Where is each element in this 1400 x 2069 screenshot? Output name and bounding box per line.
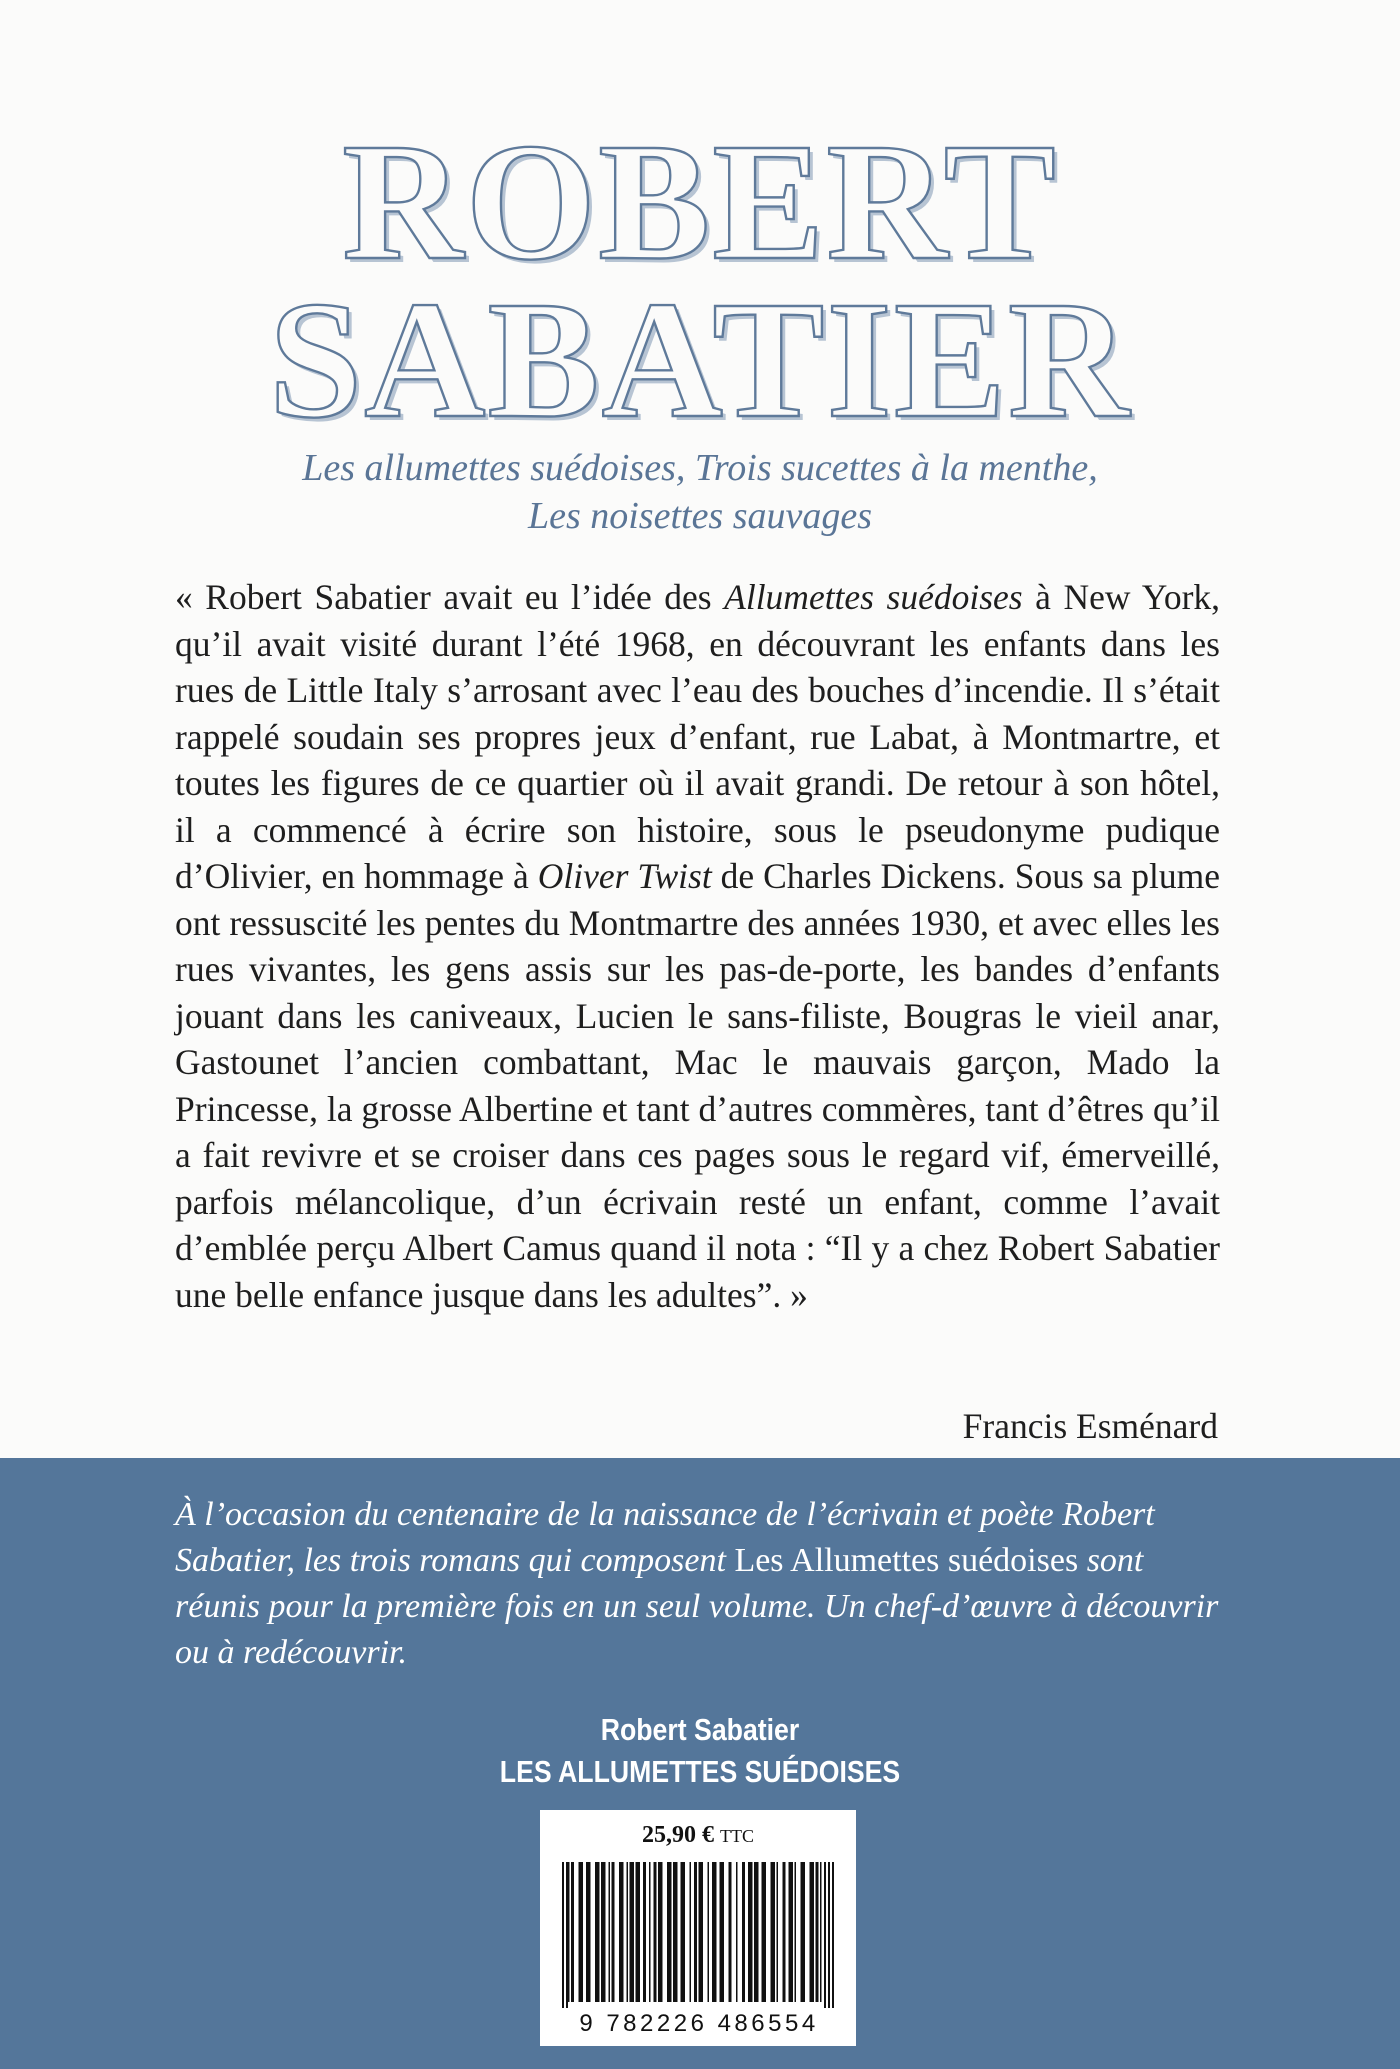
quote-italic-1: Allumettes suédoises bbox=[724, 577, 1023, 617]
barcode-bar bbox=[777, 1862, 779, 2002]
barcode-bar bbox=[754, 1862, 759, 2002]
publication-author: Robert Sabatier bbox=[600, 1712, 800, 1747]
subtitle-line1: Les allumettes suédoises, Trois sucettes à la menthe, bbox=[302, 447, 1098, 489]
subtitle-line2: Les noisettes sauvages bbox=[527, 495, 873, 537]
quote-text-1: « Robert Sabatier avait eu l’idée des bbox=[175, 577, 725, 617]
barcode-bar bbox=[720, 1862, 725, 2002]
barcode-bar bbox=[801, 1862, 806, 2002]
barcode-bar bbox=[579, 1862, 584, 2002]
barcode-bar bbox=[820, 1862, 822, 2002]
author-title-line1: ROBERT bbox=[342, 109, 1058, 295]
quote-signature: Francis Esménard bbox=[962, 1406, 1218, 1446]
barcode-bar bbox=[571, 1862, 574, 2002]
quote-text-3: de Charles Dickens. Sous sa plume ont ressuscité les pentes du Montmartre des années 1930, et avec elles les rues vivantes, les gens assis sur les pas-de-porte, les bandes d’enfants jouant dans les caniveaux, Lucien le sans-filiste, Bougras le vieil anar, Gastounet l’ancien combattant, Mac le mauvais garçon, Mado la Princesse, la grosse Albertine et tant d’autres commères, tant d’êtres qu’il a fait revivre et se croiser dans ces pages sous le regard vif, émerveillé, parfois mélancolique, d’un écrivain resté un enfant, comme l’avait d’emblée perçu Albert Camus quand il nota : “Il y a chez Robert Sabatier une belle enfance jusque dans les adultes”. » bbox=[175, 856, 1220, 1315]
quote-text-2: à New York, qu’il avait visité durant l’été 1968, en découvrant les enfants dans les rues de Little Italy s’arrosant avec l’eau des bouches d’incendie. Il s’était rappelé soudain ses propres jeux d’enfant, rue Labat, à Montmartre, et toutes les figures de ce quartier où il avait grandi. De retour à son hôtel, il a commencé à écrire son histoire, sous le pseudonyme pudique d’Olivier, en hommage à bbox=[175, 577, 1221, 896]
barcode-bar bbox=[748, 1862, 753, 2002]
barcode-bar bbox=[694, 1862, 697, 2002]
barcode-bar bbox=[783, 1862, 786, 2002]
barcode-bar bbox=[568, 1862, 570, 2002]
author-title-line2: SABATIER bbox=[268, 267, 1132, 453]
blurb-paragraph bbox=[175, 1492, 1225, 1676]
barcode-bar bbox=[566, 1862, 568, 2008]
barcode-bar bbox=[832, 1862, 834, 2008]
barcode-bar bbox=[795, 1862, 797, 2002]
barcode-bar bbox=[654, 1862, 657, 2002]
quote-italic-2: Oliver Twist bbox=[537, 856, 712, 896]
barcode-bar bbox=[824, 1862, 826, 2008]
barcode-bar bbox=[699, 1862, 704, 2002]
barcode-bar bbox=[595, 1862, 600, 2002]
price bbox=[540, 1822, 856, 1849]
barcode-bar bbox=[658, 1862, 663, 2002]
barcode-bar bbox=[712, 1862, 717, 2002]
isbn-number: 9 782226 486554 bbox=[579, 2010, 819, 2037]
barcode-bar bbox=[636, 1862, 641, 2002]
barcode-bar bbox=[708, 1862, 710, 2002]
subtitle bbox=[200, 444, 1200, 540]
barcode-bar bbox=[816, 1862, 819, 2002]
barcode-bar bbox=[649, 1862, 651, 2002]
barcode-bar bbox=[612, 1862, 615, 2002]
price-value: 25,90 € bbox=[642, 1822, 714, 1848]
price-suffix: TTC bbox=[720, 1826, 754, 1846]
barcode-bar bbox=[673, 1862, 678, 2002]
barcode-bar bbox=[562, 1862, 564, 2008]
publication-title: LES ALLUMETTES SUÉDOISES bbox=[499, 1754, 901, 1789]
blurb-book-title: Les Allumettes suédoises bbox=[734, 1542, 1079, 1579]
barcode-bar bbox=[586, 1862, 591, 2002]
blurb-text-2: sont réunis pour la première fois en un seul volume. Un chef-d’œuvre à découvrir ou à redécouvrir. bbox=[175, 1542, 1219, 1671]
barcode-bar bbox=[762, 1862, 767, 2002]
barcode-bar bbox=[736, 1862, 738, 2002]
barcode-label bbox=[540, 1810, 856, 2046]
barcode-bar bbox=[627, 1862, 629, 2002]
barcode-bar bbox=[630, 1862, 635, 2002]
barcode-bar bbox=[690, 1862, 692, 2002]
barcode-bar bbox=[667, 1862, 672, 2002]
barcode-bar bbox=[729, 1862, 732, 2002]
barcode-bar bbox=[643, 1862, 646, 2002]
blurb-text-1: À l’occasion du centenaire de la naissance de l’écrivain et poète Robert Sabatier, les trois romans qui composent bbox=[175, 1496, 1155, 1579]
barcode-bar bbox=[601, 1862, 606, 2002]
barcode-icon bbox=[562, 1862, 834, 2012]
barcode-bar bbox=[619, 1862, 624, 2002]
barcode-bar bbox=[681, 1862, 686, 2002]
barcode-bar bbox=[828, 1862, 830, 2008]
barcode-bar bbox=[810, 1862, 815, 2002]
barcode-bar bbox=[771, 1862, 776, 2002]
barcode-bar bbox=[742, 1862, 745, 2002]
barcode-bar bbox=[609, 1862, 611, 2002]
barcode-bar bbox=[789, 1862, 794, 2002]
quote-paragraph bbox=[175, 574, 1220, 1318]
